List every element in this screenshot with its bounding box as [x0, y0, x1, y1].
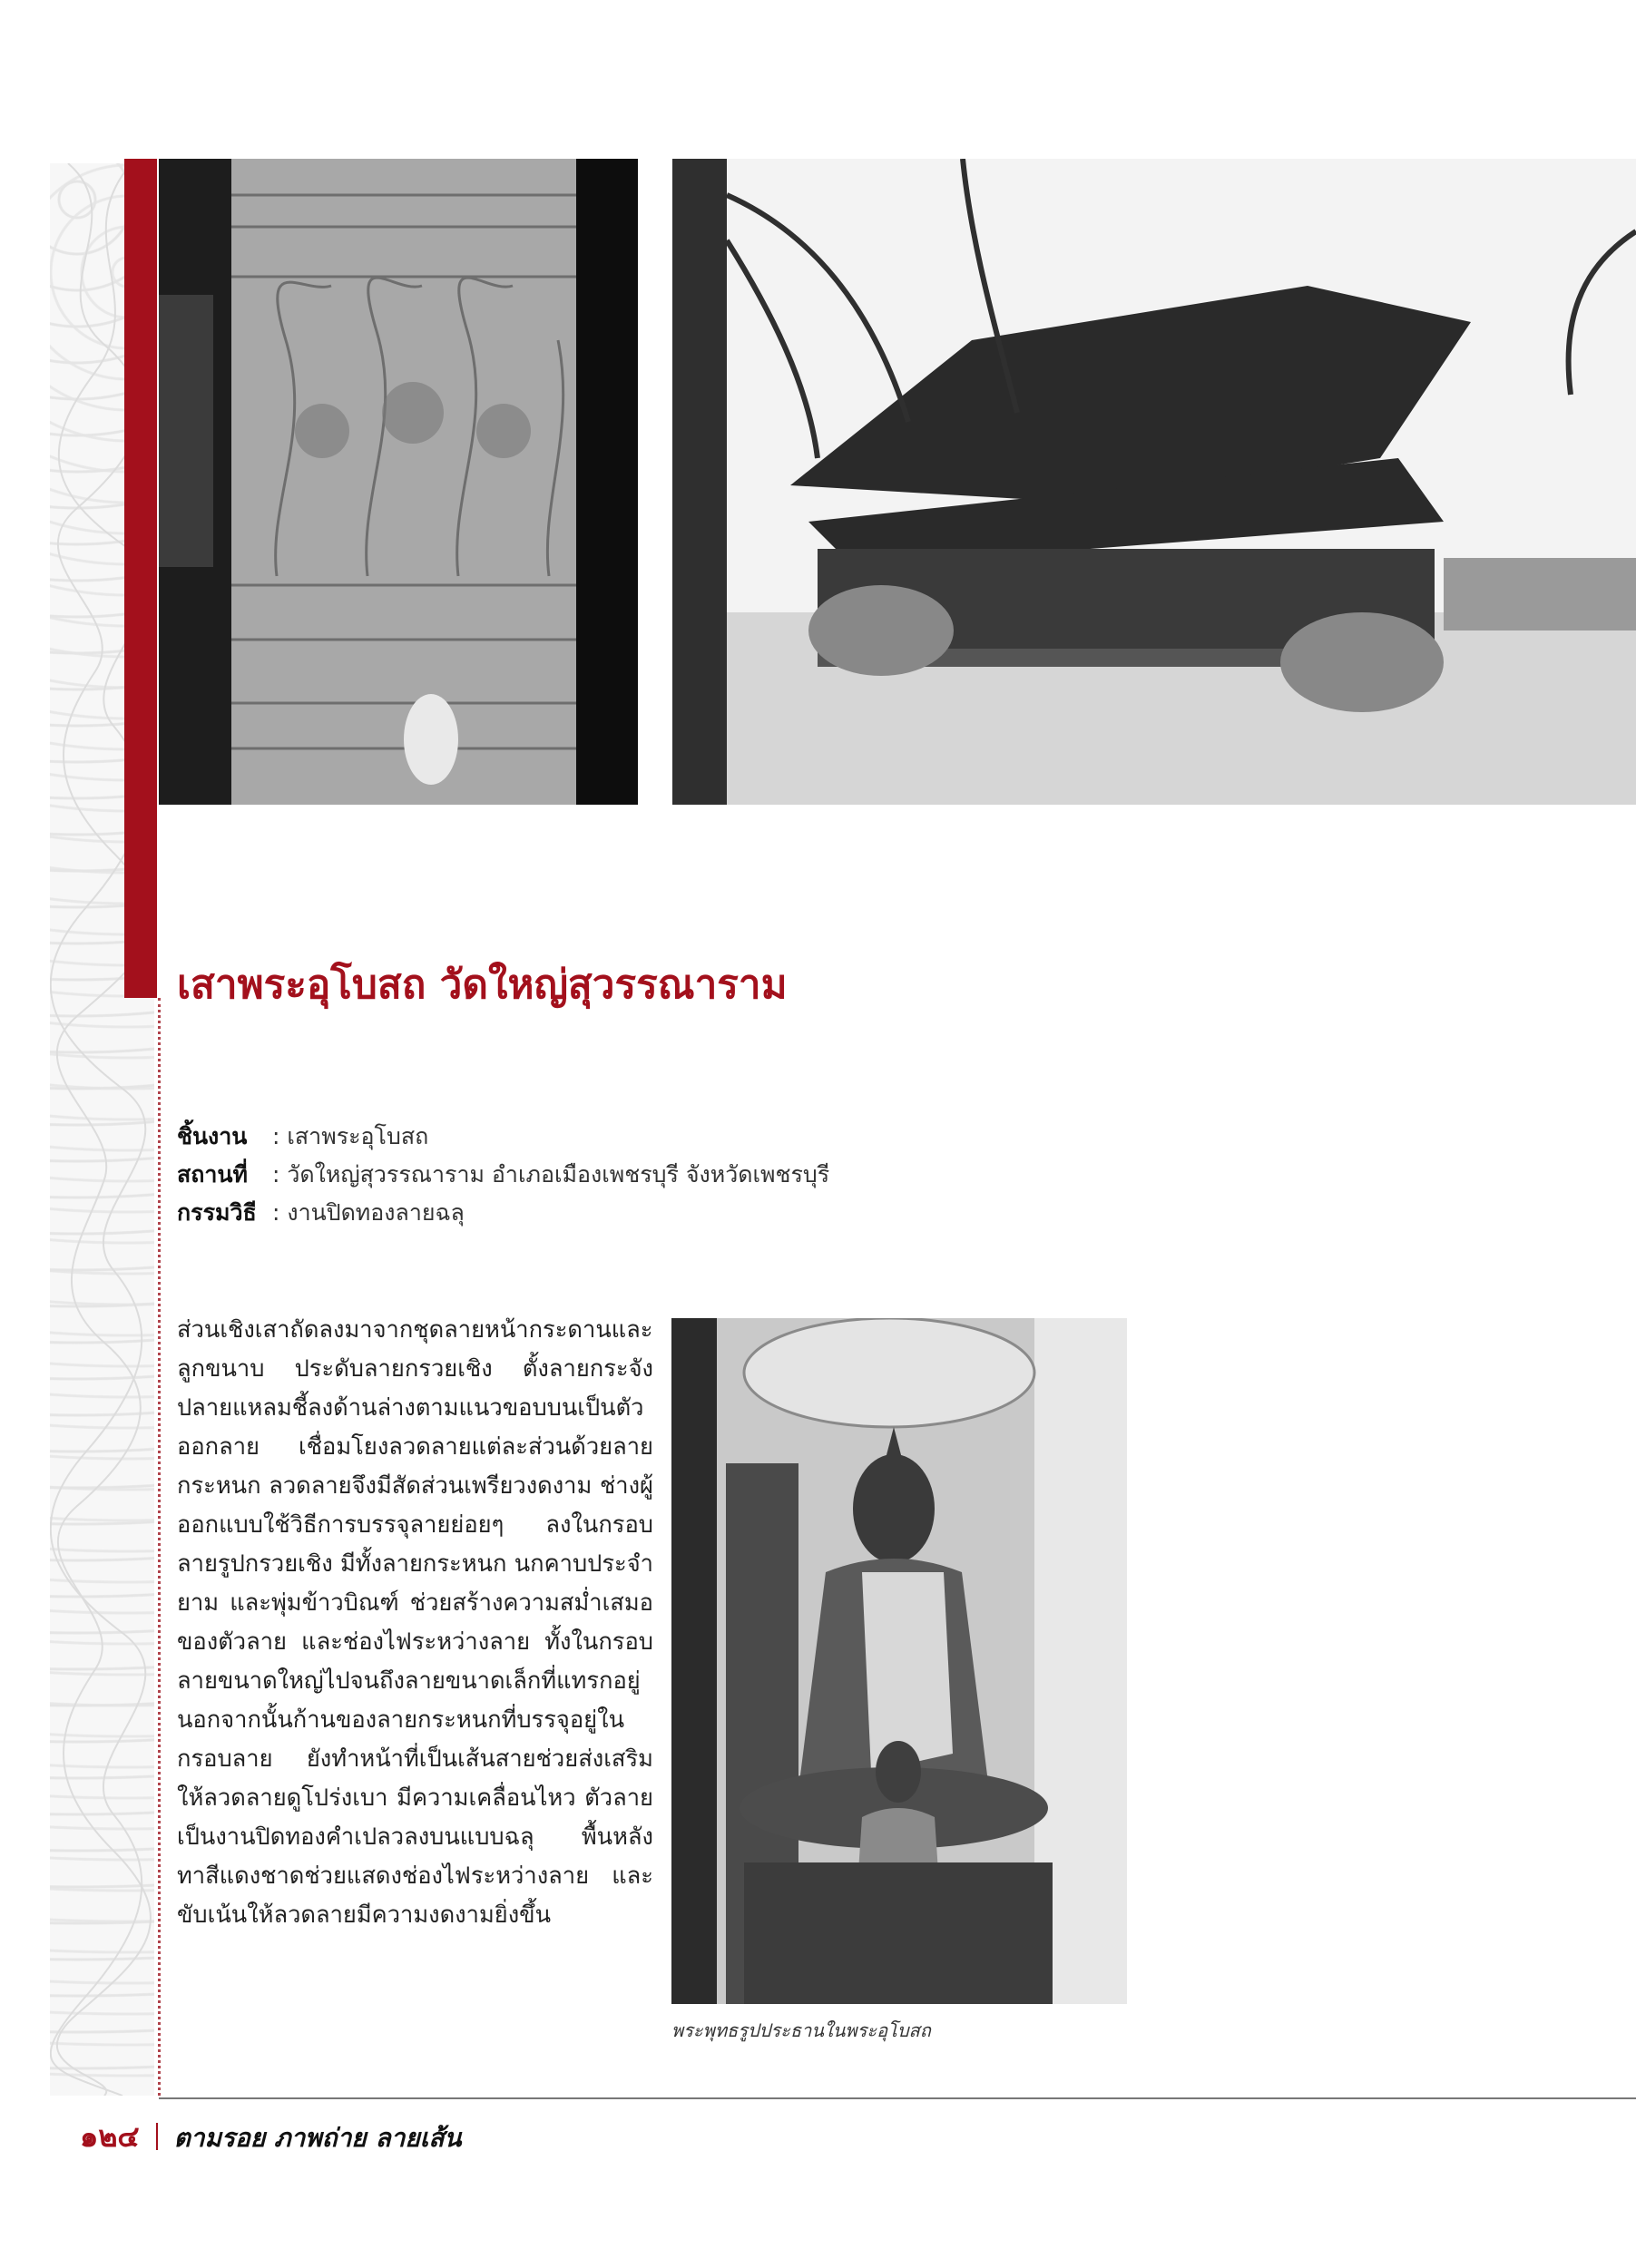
info-row-technique: [177, 1194, 829, 1232]
footer-divider: [159, 2097, 1636, 2099]
photo-caption: พระพุทธรูปประธานในพระอุโบสถ: [671, 2019, 931, 2041]
page-footer: [80, 2114, 462, 2160]
red-accent-bar: [124, 159, 157, 998]
info-row-location: [177, 1156, 829, 1194]
info-value: : วัดใหญ่สุวรรณาราม อำเภอเมืองเพชรบุรี จังหวัดเพชรบุรี: [272, 1161, 830, 1188]
footer-separator: [156, 2123, 158, 2150]
temple-building-photo: [672, 159, 1636, 805]
info-label: ชิ้นงาน: [177, 1123, 248, 1149]
info-row-piece: [177, 1118, 829, 1156]
info-label: สถานที่: [177, 1161, 249, 1188]
body-paragraph: ส่วนเชิงเสาถัดลงมาจากชุดลายหน้ากระดานและลูกขนาบ ประดับลายกรวยเชิง ตั้งลายกระจังปลายแหลมชี้ลงด้านล่างตามแนวขอบบนเป็นตัวออกลาย เชื่อมโยงลวดลายแต่ละส่วนด้วยลายกระหนก ลวดลายจึงมีสัดส่วนเพรียวงดงาม ช่างผู้ออกแบบใช้วิธีการบรรจุลายย่อยๆ ลงในกรอบลายรูปกรวยเชิง มีทั้งลายกระหนก นกคาบประจำยาม และพุ่มข้าวบิณฑ์ ช่วยสร้างความสม่ำเสมอของตัวลาย และช่องไฟระหว่างลาย ทั้งในกรอบลายขนาดใหญ่ไปจนถึงลายขนาดเล็กที่แทรกอยู่ นอกจากนั้นก้านของลายกระหนกที่บรรจุอยู่ในกรอบลาย ยังทำหน้าที่เป็นเส้นสายช่วยส่งเสริมให้ลวดลายดูโปร่งเบา มีความเคลื่อนไหว ตัวลายเป็นงานปิดทองคำเปลวลงบนแบบฉลุ พื้นหลังทาสีแดงชาดช่วยแสดงช่องไฟระหว่างลาย และขับเน้นให้ลวดลายมีความงดงามยิ่งขึ้น: [177, 1316, 653, 1929]
artwork-info: [177, 1118, 829, 1232]
info-value: : เสาพระอุโบสถ: [272, 1123, 429, 1149]
page-title: เสาพระอุโบสถ วัดใหญ่สุวรรณาราม: [177, 962, 788, 1008]
info-label: กรรมวิธี: [177, 1199, 257, 1226]
page-number: ๑๒๔: [80, 2119, 140, 2154]
info-value: : งานปิดทองลายฉลุ: [272, 1199, 465, 1226]
dotted-divider: [158, 998, 161, 2096]
pillar-pattern-photo: [159, 159, 638, 805]
book-title: ตามรอย ภาพถ่าย ลายเส้น: [173, 2123, 462, 2153]
buddha-statue-photo: [671, 1318, 1127, 2004]
